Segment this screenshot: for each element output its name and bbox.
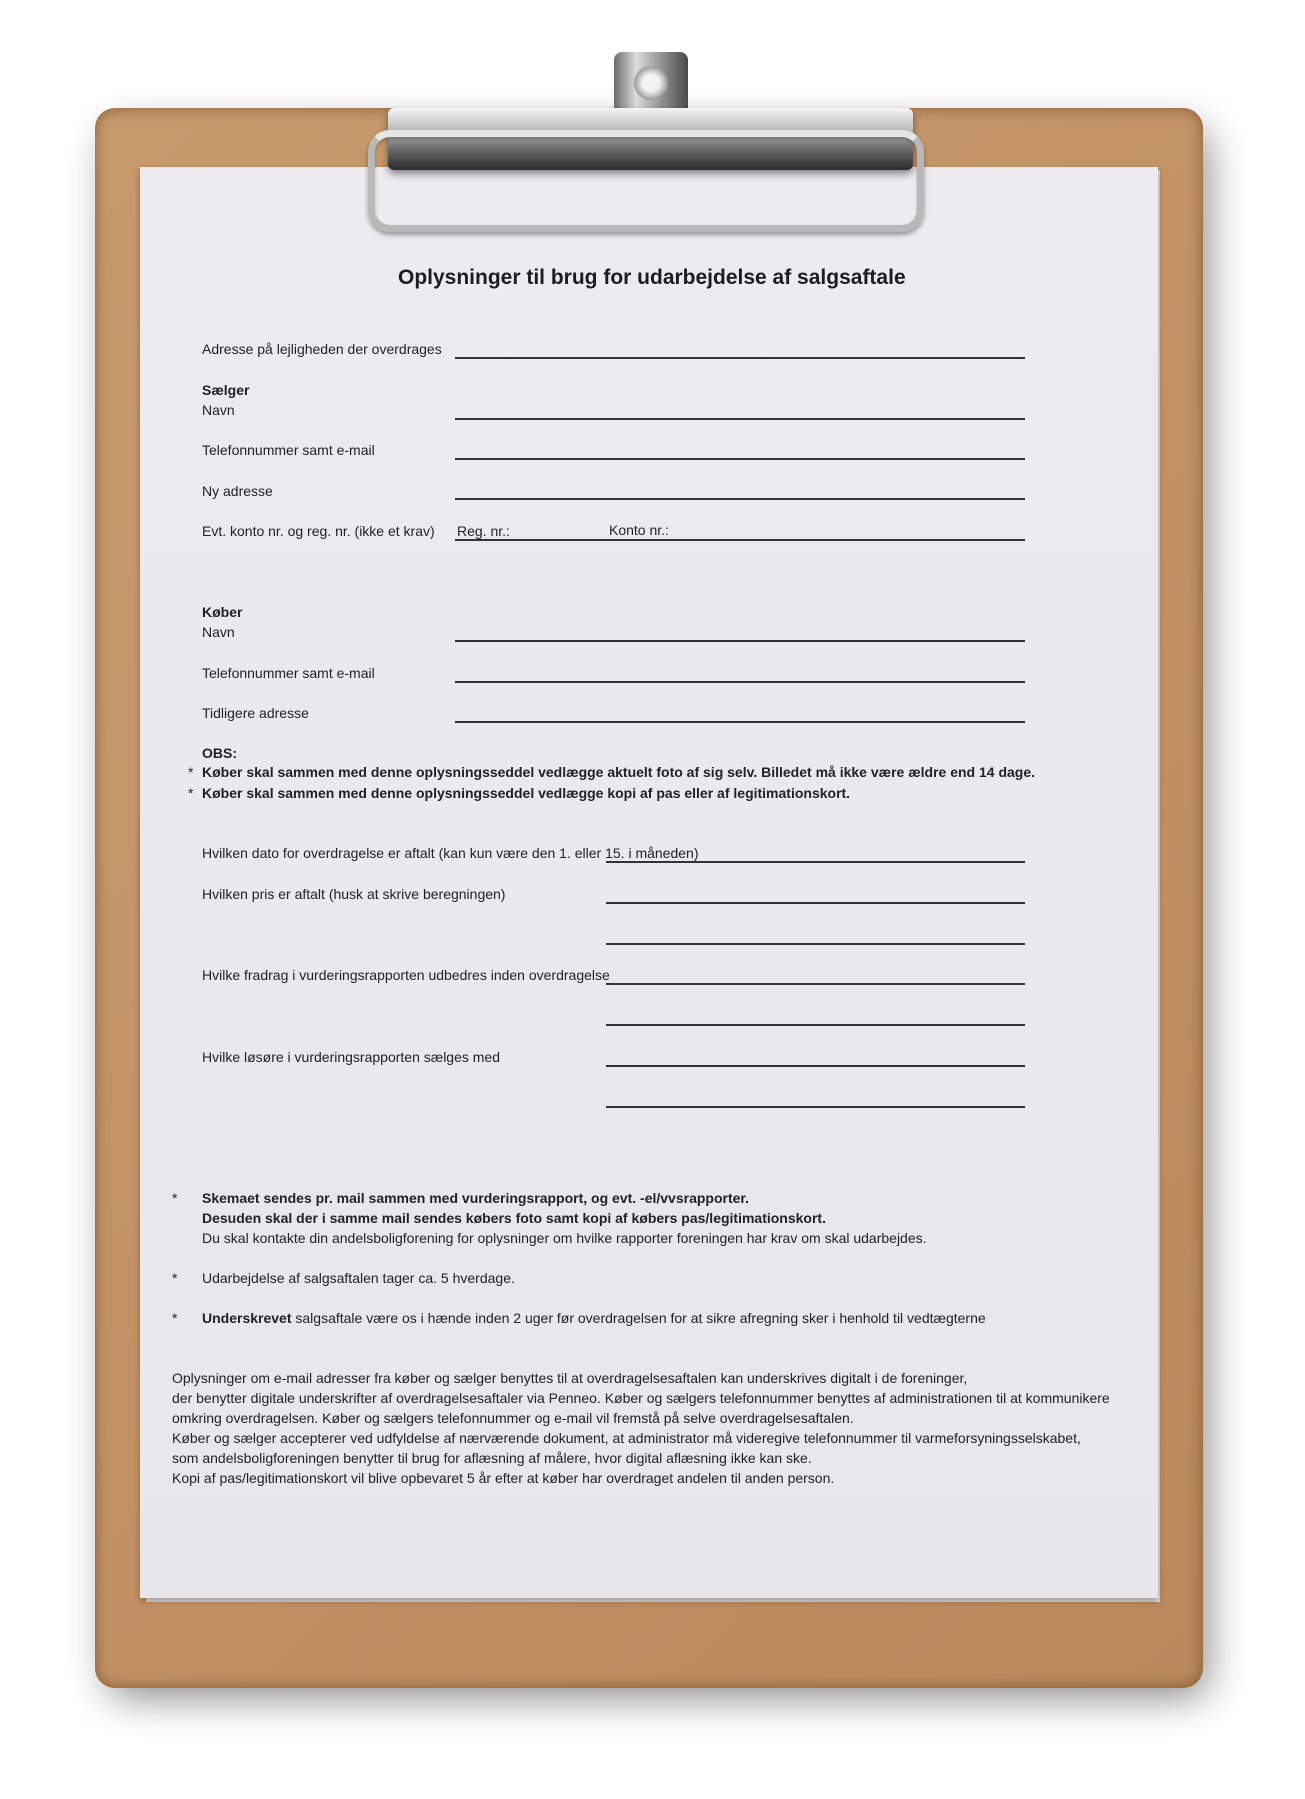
note-bullet-1: * [172, 1190, 178, 1206]
footer-line-6: Kopi af pas/legitimationskort vil blive opbevaret 5 år efter at køber har overdraget andelen til anden person. [172, 1470, 835, 1486]
note-bullet-3: * [172, 1310, 178, 1326]
note-bullet-2: * [172, 1270, 178, 1286]
chattels-field-2[interactable] [606, 1106, 1025, 1108]
note-3-bold: Underskrevet [202, 1310, 292, 1326]
footer-line-1: Oplysninger om e-mail adresser fra køber og sælger benyttes til at overdragelsesaftalen kan underskrives digitalt i de foreninger, [172, 1370, 968, 1386]
seller-name-field[interactable] [455, 418, 1025, 420]
seller-heading: Sælger [202, 382, 250, 398]
chattels-question: Hvilke løsøre i vurderingsrapporten sælges med [202, 1049, 500, 1065]
seller-phone-label: Telefonnummer samt e-mail [202, 442, 375, 458]
address-field[interactable] [455, 357, 1025, 359]
konto-no-label: Konto nr.: [609, 522, 669, 538]
price-field-1[interactable] [606, 902, 1025, 904]
address-label: Adresse på lejligheden der overdrages [202, 341, 442, 357]
footer-line-5: som andelsboligforeningen benytter til brug for aflæsning af målere, hvor digital aflæsning ikke kan ske. [172, 1450, 812, 1466]
note-1-line-1: Skemaet sendes pr. mail sammen med vurderingsrapport, og evt. -el/vvsrapporter. [202, 1190, 749, 1206]
note-1-line-3: Du skal kontakte din andelsboligforening for oplysninger om hvilke rapporter foreningen har krav om skal udarbejdes. [202, 1230, 927, 1246]
buyer-prev-address-label: Tidligere adresse [202, 705, 309, 721]
clip-hole-icon [634, 66, 668, 100]
footer-line-4: Køber og sælger accepterer ved udfyldelse af nærværende dokument, at administrator må videregive telefonnummer til varmeforsyningsselskabet, [172, 1430, 1081, 1446]
price-question: Hvilken pris er aftalt (husk at skrive beregningen) [202, 886, 506, 902]
note-2: Udarbejdelse af salgsaftalen tager ca. 5 hverdage. [202, 1270, 515, 1286]
obs-heading: OBS: [202, 745, 237, 761]
seller-phone-field[interactable] [455, 458, 1025, 460]
buyer-prev-address-field[interactable] [455, 721, 1025, 723]
obs-bullet-2: * [188, 785, 194, 801]
buyer-name-label: Navn [202, 624, 235, 640]
buyer-heading: Køber [202, 604, 243, 620]
note-3-rest: salgsaftale være os i hænde inden 2 uger før overdragelsen for at sikre afregning sker i henhold til vedtægterne [291, 1310, 986, 1326]
seller-account-label: Evt. konto nr. og reg. nr. (ikke et krav) [202, 523, 435, 539]
deductions-question: Hvilke fradrag i vurderingsrapporten udbedres inden overdragelse [202, 967, 610, 983]
note-1-line-2: Desuden skal der i samme mail sendes købers foto samt kopi af købers pas/legitimationskort. [202, 1210, 826, 1226]
clip-wire [368, 130, 924, 232]
buyer-phone-field[interactable] [455, 681, 1025, 683]
seller-name-label: Navn [202, 402, 235, 418]
page-title: Oplysninger til brug for udarbejdelse af salgsaftale [398, 266, 906, 289]
date-question: Hvilken dato for overdragelse er aftalt (kan kun være den 1. eller 15. i måneden) [202, 845, 699, 861]
deductions-field-1[interactable] [606, 983, 1025, 985]
note-3 [202, 1310, 986, 1326]
buyer-phone-label: Telefonnummer samt e-mail [202, 665, 375, 681]
reg-no-label: Reg. nr.: [457, 523, 510, 539]
date-field[interactable] [606, 861, 1025, 863]
footer-line-2: der benytter digitale underskrifter af overdragelsesaftaler via Penneo. Køber og sælgers telefonnummer benyttes af administrationen til at kommunikere [172, 1390, 1110, 1406]
buyer-name-field[interactable] [455, 640, 1025, 642]
footer-line-3: omkring overdragelsen. Køber og sælgers telefonnummer og e-mail vil fremstå på selve overdragelsesaftalen. [172, 1410, 854, 1426]
obs-item-1: Køber skal sammen med denne oplysningsseddel vedlægge aktuelt foto af sig selv. Billedet må ikke være ældre end 14 dage. [202, 764, 1036, 780]
chattels-field-1[interactable] [606, 1065, 1025, 1067]
price-field-2[interactable] [606, 943, 1025, 945]
obs-bullet-1: * [188, 764, 194, 780]
obs-item-2: Køber skal sammen med denne oplysningsseddel vedlægge kopi af pas eller af legitimationskort. [202, 785, 851, 801]
seller-new-address-label: Ny adresse [202, 483, 273, 499]
seller-account-field[interactable] [455, 539, 1025, 541]
deductions-field-2[interactable] [606, 1024, 1025, 1026]
seller-new-address-field[interactable] [455, 498, 1025, 500]
